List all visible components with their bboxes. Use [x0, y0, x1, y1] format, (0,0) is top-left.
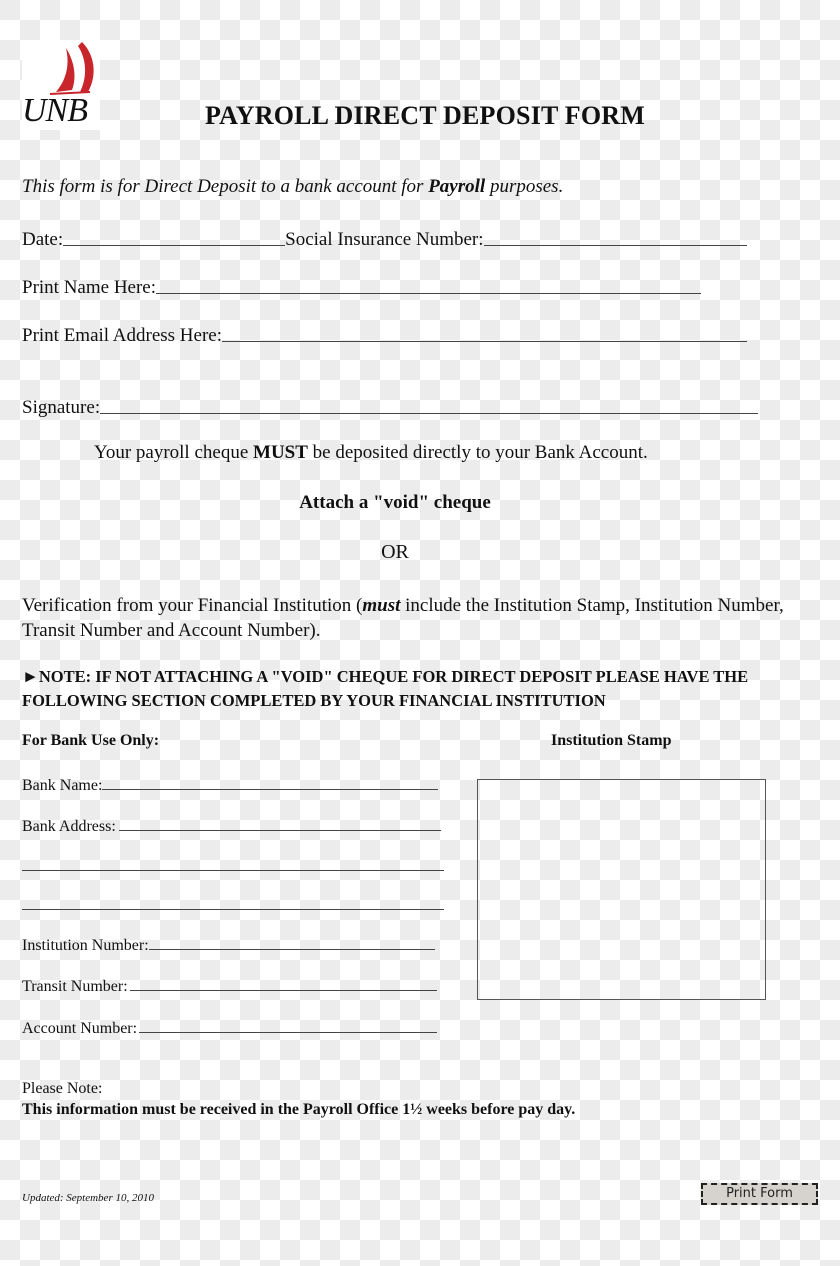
signature-row — [22, 397, 758, 419]
bank-address-line-3[interactable] — [22, 909, 444, 910]
bank-use-heading: For Bank Use Only: — [22, 732, 160, 749]
bank-name-label: Bank Name: — [22, 777, 103, 794]
bank-address-line-2[interactable] — [22, 870, 444, 871]
please-note-label: Please Note: — [22, 1080, 103, 1097]
must-deposit-text: Your payroll cheque MUST be deposited directly to your Bank Account. — [94, 442, 648, 463]
note-text: ►NOTE: IF NOT ATTACHING A "VOID" CHEQUE FOR DIRECT DEPOSIT PLEASE HAVE THE FOLLOWING SECTION COMPLETED BY YOUR FINANCIAL INSTITUTION — [22, 667, 749, 710]
account-number-label: Account Number: — [22, 1020, 138, 1037]
email-field[interactable] — [222, 341, 747, 342]
intro-text: This form is for Direct Deposit to a bank account for Payroll purposes. — [22, 176, 564, 197]
or-text: OR — [381, 541, 409, 563]
account-number-field[interactable] — [139, 1032, 437, 1033]
date-label: Date: — [22, 229, 64, 250]
email-row — [22, 325, 747, 347]
name-label: Print Name Here: — [22, 277, 157, 298]
print-form-button[interactable]: Print Form — [701, 1183, 818, 1205]
unb-logo — [22, 40, 100, 130]
bank-name-field[interactable] — [102, 789, 438, 790]
date-sin-row — [22, 229, 747, 251]
bank-address-field[interactable] — [119, 830, 441, 831]
sin-field[interactable] — [484, 245, 747, 246]
arrow-icon: ► — [22, 667, 39, 686]
bank-name-row — [22, 777, 438, 795]
institution-number-field[interactable] — [149, 949, 435, 950]
institution-stamp-box[interactable] — [477, 779, 766, 1000]
stamp-heading: Institution Stamp — [551, 732, 672, 749]
sin-label: Social Insurance Number: — [285, 229, 484, 250]
transit-number-label: Transit Number: — [22, 978, 128, 995]
name-row — [22, 277, 701, 299]
name-field[interactable] — [156, 293, 701, 294]
sail-icon — [36, 40, 98, 96]
verification-text: Verification from your Financial Institution (must include the Institution Stamp, Institution Number, Transit Number and Account Number). — [22, 595, 784, 641]
transit-number-row — [22, 978, 437, 996]
email-label: Print Email Address Here: — [22, 325, 222, 346]
institution-number-row — [22, 937, 435, 955]
bank-address-label: Bank Address: — [22, 818, 116, 835]
deadline-text: This information must be received in the Payroll Office 1½ weeks before pay day. — [22, 1101, 576, 1118]
transit-number-field[interactable] — [130, 990, 437, 991]
institution-number-label: Institution Number: — [22, 937, 149, 954]
attach-void-cheque-text: Attach a "void" cheque — [299, 492, 491, 513]
signature-field[interactable] — [100, 413, 758, 414]
signature-label: Signature: — [22, 397, 101, 418]
bank-address-row — [22, 818, 441, 836]
page-title: PAYROLL DIRECT DEPOSIT FORM — [205, 101, 646, 130]
date-field[interactable] — [63, 245, 285, 246]
updated-date: Updated: September 10, 2010 — [22, 1192, 154, 1204]
logo-text: UNB — [22, 92, 87, 129]
account-number-row — [22, 1020, 437, 1038]
